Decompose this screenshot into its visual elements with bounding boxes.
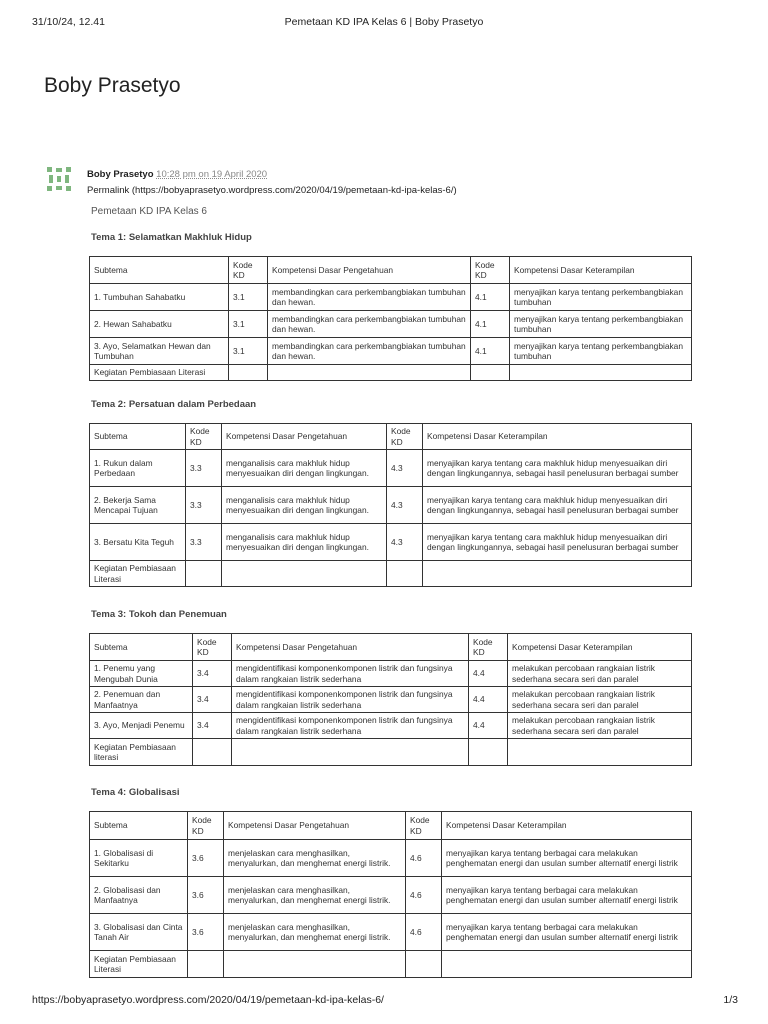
kd-keterampilan-cell: menyajikan karya tentang cara makhluk hidup menyesuaikan diri dengan lingkungannya, sebagai hasil penelusuran berbagai sumber — [423, 524, 692, 561]
kd-keterampilan-cell — [508, 739, 692, 766]
kode-kd-cell — [186, 561, 222, 587]
subtema-cell: 1. Rukun dalam Perbedaan — [90, 450, 186, 487]
subtema-cell: 3. Bersatu Kita Teguh — [90, 524, 186, 561]
table-row — [90, 877, 692, 914]
kd-pengetahuan-cell — [232, 739, 469, 766]
kd-pengetahuan-cell: menjelaskan cara menghasilkan, menyalurkan, dan menghemat energi listrik. — [224, 877, 406, 914]
table-row — [90, 311, 692, 338]
kode-kd-cell: 4.4 — [469, 713, 508, 739]
kode-kd-cell: 3.1 — [229, 284, 268, 311]
table-row — [90, 840, 692, 877]
header-cell: Kode KD — [469, 634, 508, 661]
header-cell: Kompetensi Dasar Keterampilan — [423, 424, 692, 450]
subtema-cell: 2. Globalisasi dan Manfaatnya — [90, 877, 188, 914]
kode-kd-cell: 3.6 — [188, 840, 224, 877]
kd-keterampilan-cell: menyajikan karya tentang berbagai cara melakukan penghematan energi dan usulan sumber alternatif energi listrik — [442, 914, 692, 951]
kode-kd-cell: 3.4 — [193, 687, 232, 713]
tema-1-heading: Tema 1: Selamatkan Makhluk Hidup — [91, 232, 252, 243]
header-cell: Kompetensi Dasar Keterampilan — [442, 812, 692, 840]
kode-kd-cell — [229, 365, 268, 381]
kd-keterampilan-cell: menyajikan karya tentang berbagai cara melakukan penghematan energi dan usulan sumber alternatif energi listrik — [442, 840, 692, 877]
table-row — [90, 951, 692, 978]
kd-pengetahuan-cell: membandingkan cara perkembangbiakan tumbuhan dan hewan. — [268, 311, 471, 338]
kd-keterampilan-cell — [442, 951, 692, 978]
tema-1-table — [89, 256, 692, 381]
kd-keterampilan-cell: menyajikan karya tentang perkembangbiakan tumbuhan — [510, 338, 692, 365]
kode-kd-cell — [406, 951, 442, 978]
kd-pengetahuan-cell: mengidentifikasi komponenkomponen listrik dan fungsinya dalam rangkaian listrik sederhana — [232, 687, 469, 713]
kode-kd-cell: 4.3 — [387, 487, 423, 524]
subtema-cell: 3. Ayo, Menjadi Penemu — [90, 713, 193, 739]
kode-kd-cell: 3.1 — [229, 311, 268, 338]
kode-kd-cell: 4.3 — [387, 524, 423, 561]
kode-kd-cell: 3.6 — [188, 877, 224, 914]
print-url: https://bobyaprasetyo.wordpress.com/2020/04/19/pemetaan-kd-ipa-kelas-6/ — [32, 994, 384, 1006]
subtema-cell: 2. Penemuan dan Manfaatnya — [90, 687, 193, 713]
kd-keterampilan-cell: menyajikan karya tentang perkembangbiakan tumbuhan — [510, 284, 692, 311]
header-cell: Kode KD — [471, 257, 510, 284]
kode-kd-cell: 3.6 — [188, 914, 224, 951]
header-cell: Kompetensi Dasar Keterampilan — [508, 634, 692, 661]
kd-pengetahuan-cell: menganalisis cara makhluk hidup menyesuaikan diri dengan lingkungan. — [222, 524, 387, 561]
tema-4-heading: Tema 4: Globalisasi — [91, 787, 180, 798]
header-cell: Kompetensi Dasar Pengetahuan — [222, 424, 387, 450]
header-cell: Kode KD — [406, 812, 442, 840]
header-cell: Subtema — [90, 634, 193, 661]
header-cell: Kompetensi Dasar Pengetahuan — [232, 634, 469, 661]
kd-pengetahuan-cell: membandingkan cara perkembangbiakan tumbuhan dan hewan. — [268, 284, 471, 311]
kode-kd-cell — [471, 365, 510, 381]
table-row — [90, 284, 692, 311]
table-row — [90, 687, 692, 713]
kode-kd-cell — [193, 739, 232, 766]
kd-keterampilan-cell: melakukan percobaan rangkaian listrik sederhana secara seri dan paralel — [508, 687, 692, 713]
kode-kd-cell: 4.6 — [406, 840, 442, 877]
author-link[interactable]: Boby Prasetyo — [87, 169, 154, 180]
kd-keterampilan-cell — [510, 365, 692, 381]
kode-kd-cell: 3.3 — [186, 487, 222, 524]
table-row — [90, 450, 692, 487]
subtema-cell: Kegiatan Pembiasaan literasi — [90, 739, 193, 766]
table-row — [90, 661, 692, 687]
subtema-cell: Kegiatan Pembiasaan Literasi — [90, 561, 186, 587]
subtema-cell: 2. Hewan Sahabatku — [90, 311, 229, 338]
print-page-number: 1/3 — [723, 994, 738, 1006]
print-page-title: Pemetaan KD IPA Kelas 6 | Boby Prasetyo — [284, 16, 484, 28]
table-header-row — [90, 812, 692, 840]
header-cell: Subtema — [90, 812, 188, 840]
kode-kd-cell: 4.1 — [471, 284, 510, 311]
kd-pengetahuan-cell: menganalisis cara makhluk hidup menyesuaikan diri dengan lingkungan. — [222, 450, 387, 487]
table-row — [90, 524, 692, 561]
table-row — [90, 739, 692, 766]
post-meta — [87, 167, 457, 199]
kode-kd-cell: 4.3 — [387, 450, 423, 487]
kd-keterampilan-cell: menyajikan karya tentang cara makhluk hidup menyesuaikan diri dengan lingkungannya, sebagai hasil penelusuran berbagai sumber — [423, 487, 692, 524]
kode-kd-cell — [188, 951, 224, 978]
header-cell: Kode KD — [193, 634, 232, 661]
kd-pengetahuan-cell — [224, 951, 406, 978]
subtema-cell: Kegiatan Pembiasaan Literasi — [90, 951, 188, 978]
kode-kd-cell: 3.1 — [229, 338, 268, 365]
table-header-row — [90, 424, 692, 450]
kd-keterampilan-cell — [423, 561, 692, 587]
tema-2-table — [89, 423, 692, 587]
table-row — [90, 914, 692, 951]
permalink-link[interactable]: Permalink (https://bobyaprasetyo.wordpress.com/2020/04/19/pemetaan-kd-ipa-kelas-6/) — [87, 185, 457, 196]
kode-kd-cell — [469, 739, 508, 766]
kd-pengetahuan-cell: mengidentifikasi komponenkomponen listrik dan fungsinya dalam rangkaian listrik sederhana — [232, 713, 469, 739]
table-header-row — [90, 257, 692, 284]
kode-kd-cell: 3.3 — [186, 524, 222, 561]
header-cell: Kode KD — [188, 812, 224, 840]
kode-kd-cell: 4.6 — [406, 914, 442, 951]
kode-kd-cell: 3.4 — [193, 661, 232, 687]
kd-pengetahuan-cell: mengidentifikasi komponenkomponen listrik dan fungsinya dalam rangkaian listrik sederhana — [232, 661, 469, 687]
tema-3-heading: Tema 3: Tokoh dan Penemuan — [91, 609, 227, 620]
header-cell: Kode KD — [186, 424, 222, 450]
site-title[interactable]: Boby Prasetyo — [44, 74, 181, 97]
kd-keterampilan-cell: menyajikan karya tentang berbagai cara melakukan penghematan energi dan usulan sumber alternatif energi listrik — [442, 877, 692, 914]
kode-kd-cell: 3.4 — [193, 713, 232, 739]
kode-kd-cell: 4.1 — [471, 311, 510, 338]
tema-4-table — [89, 811, 692, 978]
table-row — [90, 561, 692, 587]
print-header — [0, 16, 768, 30]
print-datetime: 31/10/24, 12.41 — [32, 16, 105, 28]
kd-pengetahuan-cell — [268, 365, 471, 381]
subtema-cell: 3. Ayo, Selamatkan Hewan dan Tumbuhan — [90, 338, 229, 365]
subtema-cell: 1. Penemu yang Mengubah Dunia — [90, 661, 193, 687]
tema-3-table — [89, 633, 692, 766]
header-cell: Kompetensi Dasar Keterampilan — [510, 257, 692, 284]
subtema-cell: 2. Bekerja Sama Mencapai Tujuan — [90, 487, 186, 524]
kd-pengetahuan-cell: menjelaskan cara menghasilkan, menyalurkan, dan menghemat energi listrik. — [224, 840, 406, 877]
kd-pengetahuan-cell: menjelaskan cara menghasilkan, menyalurkan, dan menghemat energi listrik. — [224, 914, 406, 951]
header-cell: Kode KD — [387, 424, 423, 450]
header-cell: Subtema — [90, 257, 229, 284]
subtema-cell: 1. Tumbuhan Sahabatku — [90, 284, 229, 311]
post-title: Pemetaan KD IPA Kelas 6 — [91, 206, 207, 217]
kode-kd-cell: 4.6 — [406, 877, 442, 914]
subtema-cell: 3. Globalisasi dan Cinta Tanah Air — [90, 914, 188, 951]
table-header-row — [90, 634, 692, 661]
kd-pengetahuan-cell: menganalisis cara makhluk hidup menyesuaikan diri dengan lingkungan. — [222, 487, 387, 524]
header-cell: Subtema — [90, 424, 186, 450]
kd-pengetahuan-cell: membandingkan cara perkembangbiakan tumbuhan dan hewan. — [268, 338, 471, 365]
tema-2-heading: Tema 2: Persatuan dalam Perbedaan — [91, 399, 257, 410]
kode-kd-cell: 4.4 — [469, 661, 508, 687]
kode-kd-cell: 4.4 — [469, 687, 508, 713]
kd-keterampilan-cell: melakukan percobaan rangkaian listrik sederhana secara seri dan paralel — [508, 661, 692, 687]
table-row — [90, 487, 692, 524]
subtema-cell: Kegiatan Pembiasaan Literasi — [90, 365, 229, 381]
kd-keterampilan-cell: menyajikan karya tentang cara makhluk hidup menyesuaikan diri dengan lingkungannya, sebagai hasil penelusuran berbagai sumber — [423, 450, 692, 487]
header-cell: Kode KD — [229, 257, 268, 284]
kode-kd-cell: 4.1 — [471, 338, 510, 365]
kd-pengetahuan-cell — [222, 561, 387, 587]
table-row — [90, 338, 692, 365]
table-row — [90, 365, 692, 381]
subtema-cell: 1. Globalisasi di Sekitarku — [90, 840, 188, 877]
post-date-link[interactable]: 10:28 pm on 19 April 2020 — [156, 169, 268, 180]
kode-kd-cell: 3.3 — [186, 450, 222, 487]
kode-kd-cell — [387, 561, 423, 587]
avatar-identicon-icon[interactable] — [46, 166, 72, 192]
kd-keterampilan-cell: menyajikan karya tentang perkembangbiakan tumbuhan — [510, 311, 692, 338]
kd-keterampilan-cell: melakukan percobaan rangkaian listrik sederhana secara seri dan paralel — [508, 713, 692, 739]
header-cell: Kompetensi Dasar Pengetahuan — [224, 812, 406, 840]
table-row — [90, 713, 692, 739]
header-cell: Kompetensi Dasar Pengetahuan — [268, 257, 471, 284]
